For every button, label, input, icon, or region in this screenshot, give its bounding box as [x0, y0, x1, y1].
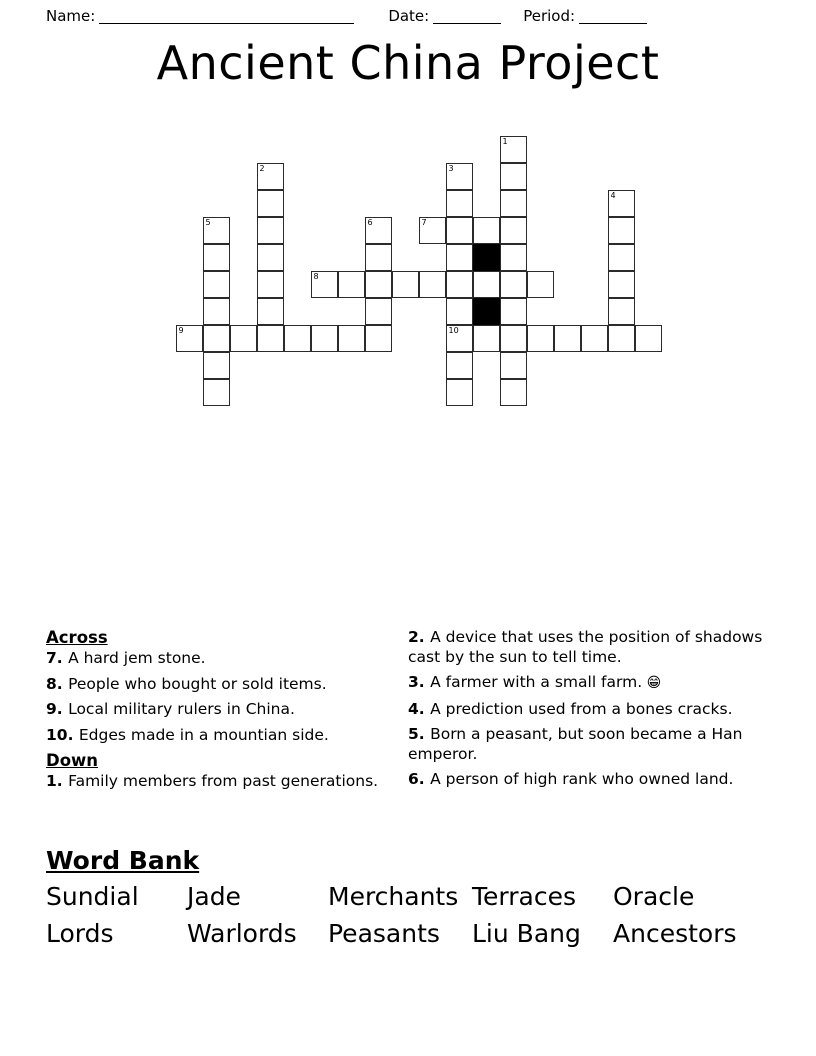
grid-cell[interactable] — [608, 190, 635, 217]
period-field — [523, 8, 647, 24]
period-blank-line[interactable] — [579, 9, 647, 24]
clues-left-column — [46, 628, 408, 798]
clue-item — [46, 772, 408, 792]
date-field — [388, 8, 501, 24]
grid-cell[interactable] — [608, 325, 635, 352]
clue-number: 9. — [46, 700, 69, 718]
grid-cell[interactable] — [338, 325, 365, 352]
clue-text: A device that uses the position of shadows cast by the sun to tell time. — [408, 628, 763, 666]
down-clue-list-left — [46, 772, 408, 792]
grid-cell[interactable] — [365, 244, 392, 271]
clues-section — [46, 628, 770, 798]
page-title: Ancient China Project — [156, 36, 660, 90]
grid-cell[interactable] — [176, 325, 203, 352]
grid-cell[interactable] — [500, 136, 527, 163]
grid-cell[interactable] — [365, 271, 392, 298]
name-field — [46, 8, 354, 24]
grid-cell[interactable] — [608, 217, 635, 244]
word-bank-word[interactable]: Merchants — [328, 882, 459, 911]
grid-cell[interactable] — [473, 271, 500, 298]
grid-cell[interactable] — [338, 271, 365, 298]
grid-cell-number: 9 — [178, 326, 184, 335]
grid-cell[interactable] — [500, 217, 527, 244]
date-label: Date: — [388, 7, 430, 25]
grid-cell[interactable] — [635, 325, 662, 352]
clue-number: 5. — [408, 725, 431, 743]
clue-number: 8. — [46, 674, 69, 693]
grid-cell[interactable] — [446, 298, 473, 325]
clue-text: A farmer with a small farm. — [430, 673, 643, 691]
grid-cell[interactable] — [500, 352, 527, 379]
grid-cell[interactable] — [257, 271, 284, 298]
grid-cell[interactable] — [446, 244, 473, 271]
grid-cell[interactable] — [311, 271, 338, 298]
grid-cell[interactable] — [527, 325, 554, 352]
clue-item — [408, 725, 770, 764]
grid-cell[interactable] — [500, 271, 527, 298]
grid-cell[interactable] — [608, 244, 635, 271]
grid-cell[interactable] — [473, 325, 500, 352]
grid-cell[interactable] — [473, 217, 500, 244]
period-label: Period: — [523, 7, 576, 25]
grid-cell[interactable] — [365, 325, 392, 352]
word-bank-word[interactable]: Terraces — [472, 882, 576, 911]
clue-number: 1. — [46, 772, 69, 790]
word-bank-word[interactable]: Sundial — [46, 882, 139, 911]
grid-cell-number: 2 — [259, 164, 265, 173]
grid-cell[interactable] — [257, 163, 284, 190]
grid-cell[interactable] — [500, 190, 527, 217]
grid-cell[interactable] — [608, 271, 635, 298]
grid-cell[interactable] — [257, 217, 284, 244]
grid-cell[interactable] — [446, 325, 473, 352]
grid-cell[interactable] — [500, 379, 527, 406]
word-bank-word[interactable]: Jade — [187, 882, 241, 911]
down-heading: Down — [46, 751, 99, 770]
grid-cell[interactable] — [500, 163, 527, 190]
name-blank-line[interactable] — [99, 9, 354, 24]
grid-cell-number: 4 — [610, 191, 616, 200]
clue-item — [408, 770, 770, 790]
grid-cell[interactable] — [419, 217, 446, 244]
grid-cell-number: 6 — [367, 218, 373, 227]
grid-cell[interactable] — [230, 325, 257, 352]
clue-item — [408, 628, 770, 667]
across-heading: Across — [46, 628, 108, 647]
word-bank-row — [46, 915, 770, 952]
grid-cell[interactable] — [203, 352, 230, 379]
clue-text: People who bought or sold items. — [68, 674, 327, 693]
grid-cell[interactable] — [446, 271, 473, 298]
grid-cell[interactable] — [500, 298, 527, 325]
clue-text: A prediction used from a bones cracks. — [430, 699, 733, 718]
grid-cell[interactable] — [203, 325, 230, 352]
grid-cell[interactable] — [365, 298, 392, 325]
grid-cell[interactable] — [203, 244, 230, 271]
grid-cell[interactable] — [446, 190, 473, 217]
grid-cell[interactable] — [203, 271, 230, 298]
grid-cell[interactable] — [527, 271, 554, 298]
grid-cell[interactable] — [392, 271, 419, 298]
word-bank-title: Word Bank — [46, 846, 200, 875]
word-bank-word[interactable]: Warlords — [187, 919, 297, 948]
grid-cell[interactable] — [203, 217, 230, 244]
clue-number: 2. — [408, 628, 431, 646]
grinning-face-icon: 😁 — [642, 675, 662, 691]
clue-text: A person of high rank who owned land. — [430, 770, 734, 788]
grid-cell[interactable] — [365, 217, 392, 244]
clue-item — [408, 673, 770, 694]
grid-cell[interactable] — [446, 379, 473, 406]
grid-cell[interactable] — [257, 190, 284, 217]
word-bank-word[interactable]: Liu Bang — [472, 919, 581, 948]
clue-text: Family members from past generations. — [68, 772, 379, 790]
grid-cell[interactable] — [419, 271, 446, 298]
clue-item — [46, 726, 408, 746]
clue-item — [408, 700, 770, 720]
crossword-grid[interactable] — [176, 136, 646, 396]
date-blank-line[interactable] — [433, 9, 501, 24]
clue-number: 3. — [408, 673, 431, 691]
grid-cell[interactable] — [500, 244, 527, 271]
clue-text: A hard jem stone. — [68, 649, 206, 667]
clue-number: 4. — [408, 699, 431, 718]
clues-right-column — [408, 628, 770, 798]
clue-item — [46, 649, 408, 669]
grid-cell-number: 10 — [448, 326, 459, 335]
grid-cell-number: 7 — [421, 218, 427, 227]
grid-cell[interactable] — [257, 325, 284, 352]
grid-cell[interactable] — [500, 325, 527, 352]
word-bank-section — [46, 846, 770, 952]
grid-cell-number: 8 — [313, 272, 319, 281]
grid-cell-number: 5 — [205, 218, 211, 227]
clue-item — [46, 700, 408, 720]
grid-cell[interactable] — [581, 325, 608, 352]
grid-cell[interactable] — [446, 217, 473, 244]
grid-cell[interactable] — [554, 325, 581, 352]
word-bank-word[interactable]: Ancestors — [613, 919, 737, 948]
grid-cell[interactable] — [257, 244, 284, 271]
grid-block-cell — [473, 298, 500, 325]
grid-cell[interactable] — [608, 298, 635, 325]
clue-item — [46, 675, 408, 695]
grid-cell-number: 3 — [448, 164, 454, 173]
grid-cell[interactable] — [284, 325, 311, 352]
clue-number: 7. — [46, 649, 69, 667]
grid-cell[interactable] — [203, 298, 230, 325]
word-bank-word[interactable]: Oracle — [613, 882, 695, 911]
clue-number: 10. — [46, 725, 79, 744]
name-label: Name: — [46, 7, 96, 25]
across-clue-list — [46, 649, 408, 745]
clue-number: 6. — [408, 770, 431, 788]
grid-cell-number: 1 — [502, 137, 508, 146]
word-bank-word[interactable]: Lords — [46, 919, 114, 948]
down-clue-list-right — [408, 628, 770, 790]
word-bank-word[interactable]: Peasants — [328, 919, 440, 948]
clue-text: Born a peasant, but soon became a Han emperor. — [408, 725, 743, 763]
grid-cell[interactable] — [203, 379, 230, 406]
word-bank-row — [46, 878, 770, 915]
grid-cell[interactable] — [257, 298, 284, 325]
clue-text: Edges made in a mountian side. — [78, 725, 329, 744]
grid-cell[interactable] — [311, 325, 338, 352]
grid-block-cell — [473, 244, 500, 271]
grid-cell[interactable] — [446, 163, 473, 190]
clue-text: Local military rulers in China. — [68, 700, 295, 718]
grid-cell[interactable] — [446, 352, 473, 379]
worksheet-header — [0, 0, 816, 24]
